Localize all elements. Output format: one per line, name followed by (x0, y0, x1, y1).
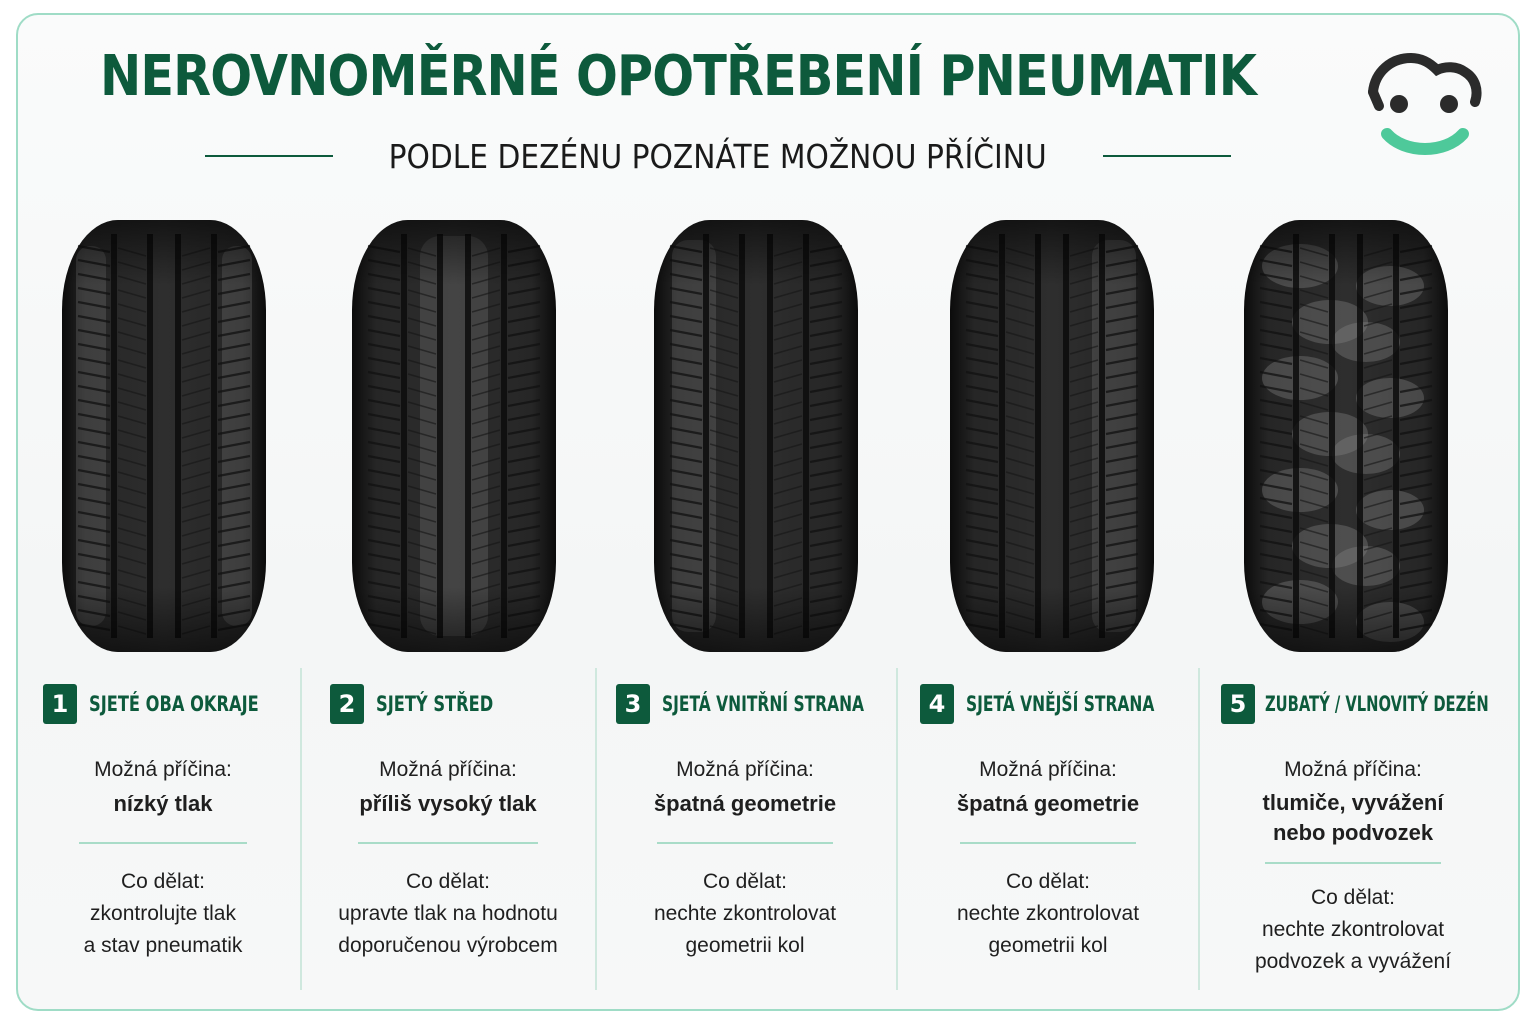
cause-value: špatná geometrie (956, 791, 1140, 816)
page-title: NEROVNOMĚRNÉ OPOTŘEBENÍ PNEUMATIK (100, 44, 1256, 109)
wear-card-header (920, 682, 1192, 726)
wear-card-body (324, 754, 572, 962)
wear-card-4 (920, 682, 1192, 982)
action-text-line: a stav pneumatik (83, 934, 243, 957)
tire-worn-inner (650, 216, 862, 656)
step-number-badge: 5 (1221, 684, 1255, 724)
action-label: Co dělat: (702, 870, 788, 893)
wear-card-header (1221, 682, 1503, 726)
cause-value: nízký tlak (113, 791, 213, 816)
subtitle-rule-right (1103, 155, 1231, 157)
cause-label: Možná příčina: (94, 758, 232, 781)
tire-cupping (1240, 216, 1452, 656)
cause-value: příliš vysoký tlak (359, 791, 537, 816)
wear-card-3 (616, 682, 888, 982)
cause-value: nebo podvozek (1272, 820, 1434, 845)
action-text-line: nechte zkontrolovat (956, 902, 1140, 925)
wear-card-header (330, 682, 590, 726)
card-separator (960, 842, 1136, 844)
action-text-line: geometrii kol (988, 934, 1108, 957)
card-separator (79, 842, 247, 844)
cause-label: Možná příčina: (1284, 758, 1422, 781)
cause-value: špatná geometrie (653, 791, 837, 816)
tire-worn-center (348, 216, 560, 656)
wear-card-header (43, 682, 293, 726)
subtitle-row (205, 134, 1231, 178)
wear-card-body (616, 754, 874, 962)
action-text-line: doporučenou výrobcem (338, 934, 558, 957)
action-label: Co dělat: (405, 870, 491, 893)
wear-card-heading: SJETÝ STŘED (376, 692, 494, 716)
cause-value: tlumiče, vyvážení (1262, 790, 1444, 815)
wear-card-body (920, 754, 1176, 962)
action-label: Co dělat: (1005, 870, 1091, 893)
wear-card-heading: ZUBATÝ / VLNOVITÝ DEZÉN (1265, 692, 1489, 716)
action-text-line: nechte zkontrolovat (1261, 918, 1445, 941)
wear-card-heading: SJETÉ OBA OKRAJE (89, 692, 259, 716)
step-number-badge: 2 (330, 684, 364, 724)
wear-card-heading: SJETÁ VNITŘNÍ STRANA (662, 692, 865, 716)
tire-worn-shoulders (58, 216, 270, 656)
step-number-badge: 4 (920, 684, 954, 724)
action-label: Co dělat: (1310, 886, 1396, 909)
wear-card-heading: SJETÁ VNĚJŠÍ STRANA (966, 692, 1155, 716)
step-number-badge: 3 (616, 684, 650, 724)
action-text-line: nechte zkontrolovat (653, 902, 837, 925)
page-subtitle: PODLE DEZÉNU POZNÁTE MOŽNOU PŘÍČINU (388, 136, 1048, 176)
cause-label: Možná příčina: (979, 758, 1117, 781)
card-separator (358, 842, 538, 844)
cause-label: Možná příčina: (676, 758, 814, 781)
column-divider (1198, 668, 1200, 990)
tire-worn-outer (946, 216, 1158, 656)
cause-label: Možná příčina: (379, 758, 517, 781)
wear-card-body (1221, 754, 1485, 978)
wear-card-1 (43, 682, 293, 982)
action-text-line: upravte tlak na hodnotu (338, 902, 558, 925)
subtitle-rule-left (205, 155, 333, 157)
card-separator (1265, 862, 1441, 864)
action-text-line: podvozek a vyvážení (1254, 950, 1452, 973)
wear-card-header (616, 682, 888, 726)
column-divider (896, 668, 898, 990)
card-separator (657, 842, 833, 844)
action-text-line: geometrii kol (685, 934, 805, 957)
action-label: Co dělat: (120, 870, 206, 893)
wear-card-5 (1221, 682, 1503, 982)
column-divider (595, 668, 597, 990)
action-text-line: zkontrolujte tlak (90, 902, 236, 925)
smiling-face-logo-icon (1365, 46, 1485, 162)
column-divider (300, 668, 302, 990)
wear-card-2 (330, 682, 590, 982)
wear-card-body (43, 754, 283, 962)
step-number-badge: 1 (43, 684, 77, 724)
